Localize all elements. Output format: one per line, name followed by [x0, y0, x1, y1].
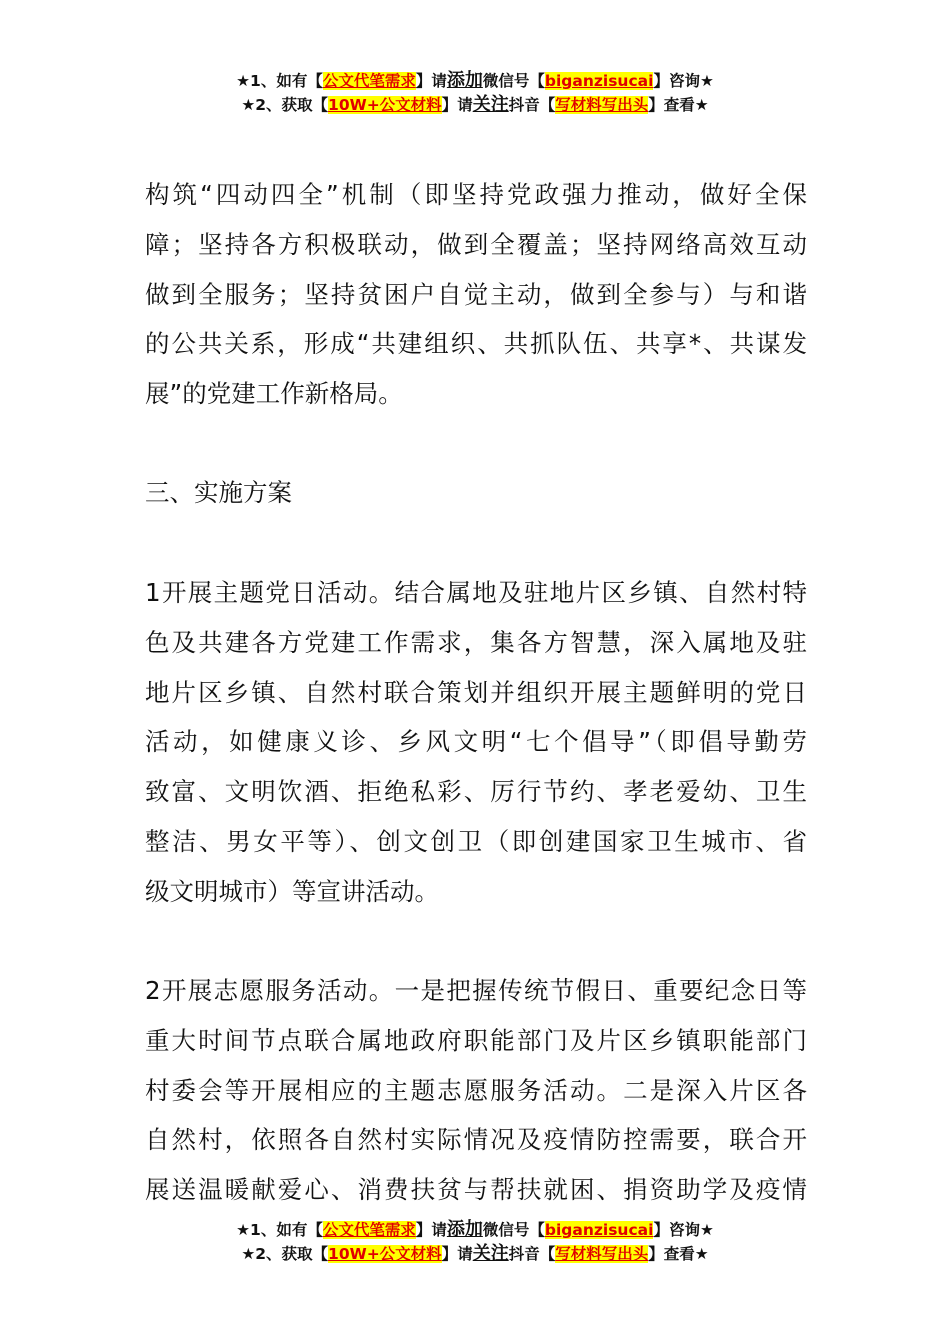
intro-paragraph	[145, 170, 807, 419]
text-line: 重大时间节点联合属地政府职能部门及片区乡镇职能部门	[145, 1025, 807, 1055]
wechat-id: biganzisucai	[544, 72, 654, 90]
text-line: 的公共关系，形成“共建组织、共抓队伍、共享*、共谋发	[145, 329, 807, 359]
banner-line-1: ★1、如有【公文代笔需求】请添加微信号【biganzisucai】咨询★	[236, 1219, 714, 1240]
text-line: 1开展主题党日活动。结合属地及驻地片区乡镇、自然村特	[145, 578, 807, 607]
text-line: 色及共建各方党建工作需求，集各方智慧，深入属地及驻	[145, 627, 807, 657]
douyin-id: 写材料写出头	[555, 1245, 649, 1263]
highlight-text: 公文代笔需求	[322, 72, 416, 90]
text-line: 做到全服务；坚持贫困户自觉主动，做到全参与）与和谐	[145, 279, 807, 309]
text-line: 三、实施方案	[145, 478, 292, 507]
item-1-paragraph	[145, 568, 807, 916]
wechat-id: biganzisucai	[544, 1221, 654, 1239]
text-line: 地片区乡镇、自然村联合策划并组织开展主题鲜明的党日	[145, 677, 807, 707]
text-line: 整洁、男女平等）、创文创卫（即创建国家卫生城市、省	[145, 826, 807, 856]
text-line: 村委会等开展相应的主题志愿服务活动。二是深入片区各	[145, 1075, 807, 1105]
highlight-text: 10W+公文材料	[328, 1245, 442, 1263]
banner-line-1: ★1、如有【公文代笔需求】请添加微信号【biganzisucai】咨询★	[236, 70, 714, 91]
banner-line-2: ★2、获取【10W+公文材料】请关注抖音【写材料写出头】查看★	[241, 94, 709, 115]
text-line: 活动，如健康义诊、乡风文明“七个倡导”（即倡导勤劳	[145, 727, 807, 757]
banner-line-2: ★2、获取【10W+公文材料】请关注抖音【写材料写出头】查看★	[241, 1243, 709, 1264]
item-2-paragraph	[145, 966, 807, 1215]
header-banner	[0, 69, 950, 117]
text-line: 2开展志愿服务活动。一是把握传统节假日、重要纪念日等	[145, 976, 807, 1005]
text-line: 展”的党建工作新格局。	[145, 379, 403, 408]
text-line: 自然村，依照各自然村实际情况及疫情防控需要，联合开	[145, 1125, 807, 1155]
text-line: 展送温暖献爱心、消费扶贫与帮扶就困、捐资助学及疫情	[145, 1175, 807, 1204]
douyin-id: 写材料写出头	[555, 96, 649, 114]
highlight-text: 10W+公文材料	[328, 96, 442, 114]
footer-banner	[0, 1218, 950, 1266]
section-heading	[145, 468, 807, 518]
text-line: 构筑“四动四全”机制（即坚持党政强力推动，做好全保	[145, 180, 807, 209]
text-line: 致富、文明饮酒、拒绝私彩、厉行节约、孝老爱幼、卫生	[145, 777, 807, 806]
highlight-text: 公文代笔需求	[322, 1221, 416, 1239]
text-line: 级文明城市）等宣讲活动。	[145, 876, 439, 906]
text-line: 障；坚持各方积极联动，做到全覆盖；坚持网络高效互动	[145, 229, 807, 259]
